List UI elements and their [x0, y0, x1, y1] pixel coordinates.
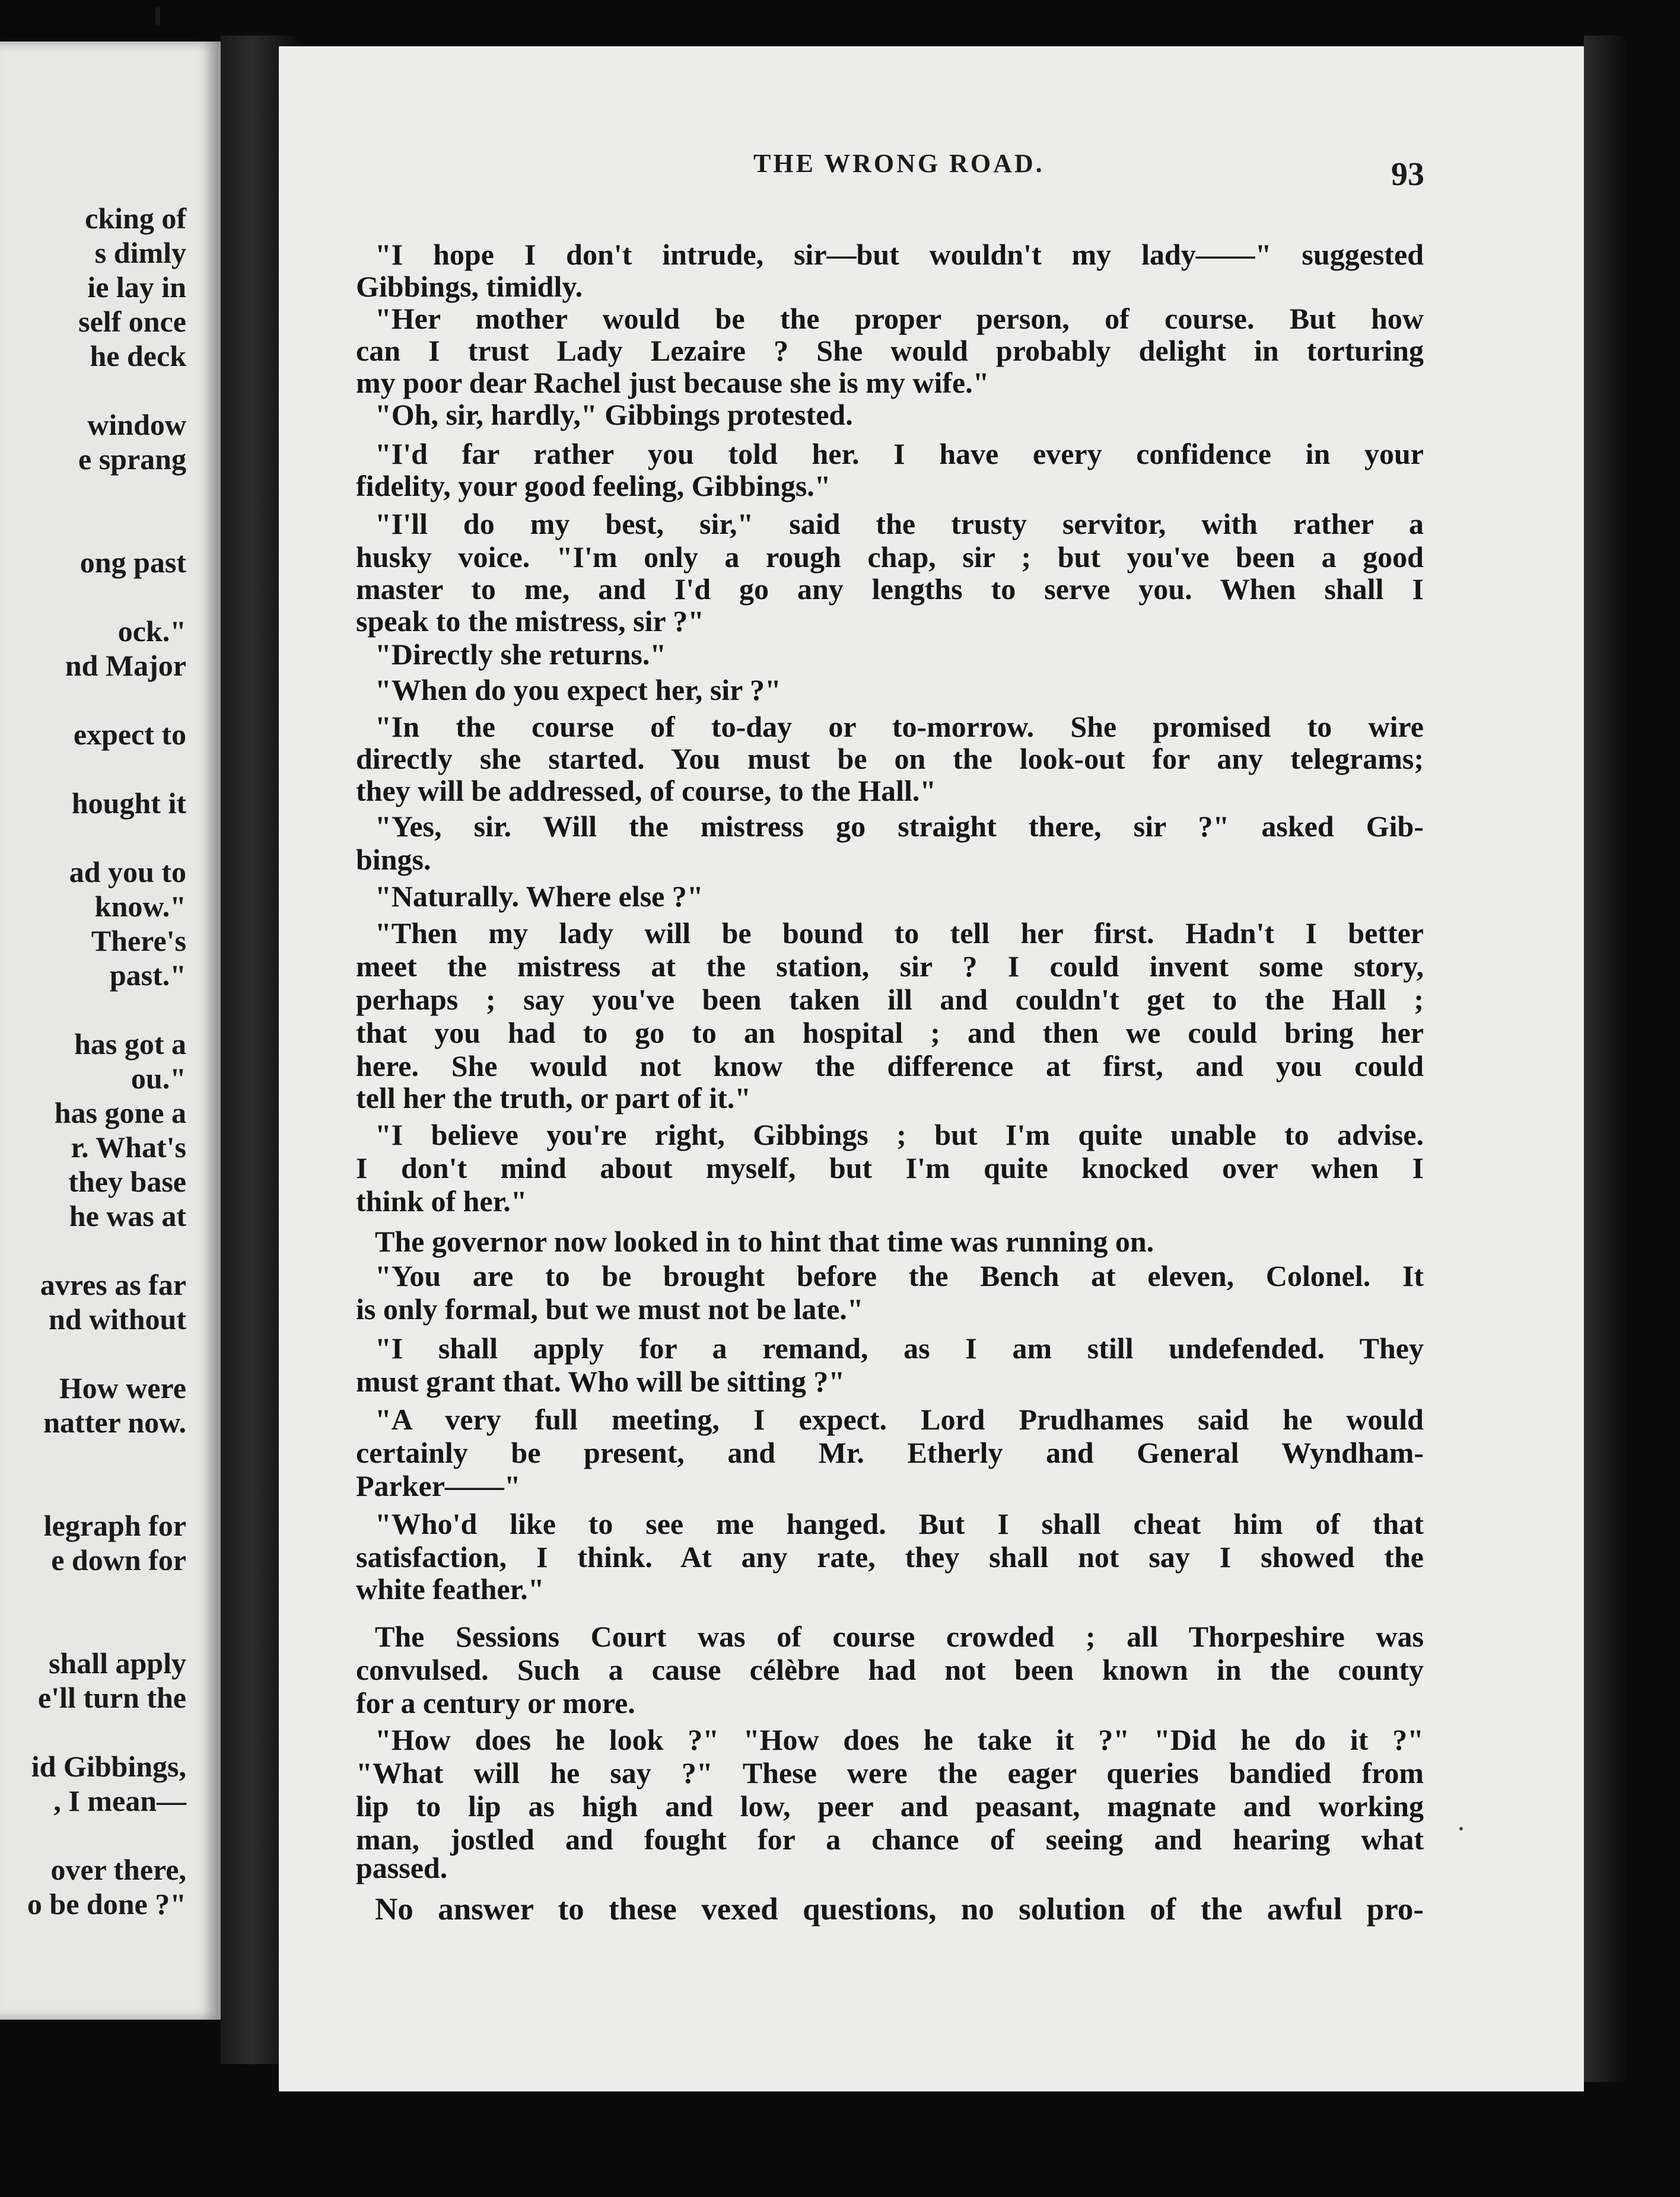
text-line: "A very full meeting, I expect. Lord Prudhames said he would	[375, 1403, 1424, 1436]
text-line: "I'll do my best, sir," said the trusty servitor, with rather a	[375, 507, 1424, 540]
text-line: think of her."	[356, 1185, 527, 1218]
text-line: "How does he look ?" "How does he take it ?" "Did he do it ?"	[375, 1723, 1424, 1756]
page-edge	[1584, 36, 1628, 2082]
text-line: my poor dear Rachel just because she is my wife."	[356, 366, 989, 399]
facing-line: ie lay in	[87, 270, 186, 304]
text-line: perhaps ; say you've been taken ill and couldn't get to the Hall ;	[356, 983, 1424, 1016]
facing-line: s dimly	[94, 236, 186, 269]
facing-line: id Gibbings,	[31, 1750, 186, 1783]
facing-line: ou."	[131, 1062, 186, 1095]
facing-line: There's	[91, 924, 186, 957]
text-line: "I believe you're right, Gibbings ; but I'm quite unable to advise.	[375, 1118, 1424, 1151]
text-line: "Naturally. Where else ?"	[375, 880, 704, 913]
page-number: 93	[1391, 156, 1424, 193]
text-line: "Directly she returns."	[375, 638, 667, 671]
running-head: THE WRONG ROAD.	[753, 149, 1045, 178]
facing-line: legraph for	[43, 1509, 186, 1542]
facing-line: know."	[94, 890, 186, 923]
text-line: fidelity, your good feeling, Gibbings."	[356, 469, 831, 502]
text-line: "Oh, sir, hardly," Gibbings protested.	[375, 398, 853, 431]
facing-line: avres as far	[40, 1268, 186, 1301]
text-line: speak to the mistress, sir ?"	[356, 604, 705, 638]
facing-line: expect to	[73, 718, 186, 751]
text-line: Parker——"	[356, 1469, 521, 1502]
text-line: Gibbings, timidly.	[356, 270, 583, 303]
text-line: that you had to go to an hospital ; and then we could bring her	[356, 1016, 1424, 1049]
facing-line: ong past	[79, 546, 186, 579]
facing-line: natter now.	[43, 1406, 186, 1439]
text-line: The governor now looked in to hint that time was running on.	[375, 1225, 1154, 1258]
scan-dot	[1459, 1827, 1463, 1830]
facing-line: they base	[68, 1165, 186, 1198]
text-line: "I hope I don't intrude, sir—but wouldn't my lady——" suggested	[375, 238, 1424, 271]
text-line: The Sessions Court was of course crowded ; all Thorpeshire was	[375, 1620, 1424, 1653]
facing-line: e down for	[51, 1543, 186, 1577]
facing-line: window	[87, 408, 186, 441]
facing-line: e'll turn the	[38, 1681, 186, 1714]
text-line: "In the course of to-day or to-morrow. She promised to wire	[375, 710, 1424, 743]
facing-line: over there,	[50, 1853, 186, 1886]
text-line: bings.	[356, 843, 431, 876]
facing-line: nd without	[48, 1303, 186, 1336]
text-line: "I shall apply for a remand, as I am still undefended. They	[375, 1332, 1424, 1365]
text-line: white feather."	[356, 1572, 545, 1606]
text-line: I don't mind about myself, but I'm quite knocked over when I	[356, 1151, 1424, 1185]
text-line: master to me, and I'd go any lengths to serve you. When shall I	[356, 572, 1424, 606]
facing-line: r. What's	[71, 1131, 186, 1164]
text-line: "When do you expect her, sir ?"	[375, 673, 781, 706]
text-line: "What will he say ?" These were the eager queries bandied from	[356, 1756, 1424, 1790]
facing-line: e sprang	[78, 442, 186, 476]
facing-line: has got a	[74, 1027, 186, 1061]
text-line: "You are to be brought before the Bench at eleven, Colonel. It	[375, 1259, 1424, 1292]
facing-line: shall apply	[48, 1647, 186, 1680]
text-line: satisfaction, I think. At any rate, they shall not say I showed the	[356, 1540, 1424, 1574]
facing-line: o be done ?"	[27, 1887, 186, 1921]
facing-line: cking of	[85, 202, 186, 235]
text-line: tell her the truth, or part of it."	[356, 1081, 752, 1115]
facing-line: ad you to	[69, 855, 186, 889]
text-line: passed.	[356, 1851, 448, 1884]
text-line: man, jostled and fought for a chance of seeing and hearing what	[356, 1823, 1424, 1856]
facing-line: self once	[78, 305, 186, 338]
facing-line: has gone a	[54, 1096, 186, 1129]
facing-line: he deck	[90, 339, 186, 372]
text-line: must grant that. Who will be sitting ?"	[356, 1365, 845, 1398]
text-line: certainly be present, and Mr. Etherly and General Wyndham-	[356, 1436, 1424, 1469]
facing-line: How were	[59, 1371, 186, 1405]
text-line: "Yes, sir. Will the mistress go straight there, sir ?" asked Gib-	[375, 810, 1424, 843]
facing-line: nd Major	[65, 649, 186, 682]
text-line: "Who'd like to see me hanged. But I shall cheat him of that	[375, 1507, 1424, 1540]
facing-line: past."	[109, 959, 186, 992]
facing-line: he was at	[69, 1199, 186, 1233]
text-line: No answer to these vexed questions, no solution of the awful pro-	[375, 1892, 1424, 1927]
scan-mark	[155, 7, 160, 25]
text-line: "Then my lady will be bound to tell her first. Hadn't I better	[375, 916, 1424, 950]
facing-line: , I mean—	[53, 1784, 186, 1817]
text-line: lip to lip as high and low, peer and peasant, magnate and working	[356, 1790, 1424, 1823]
text-line: "I'd far rather you told her. I have every confidence in your	[375, 437, 1424, 470]
text-line: convulsed. Such a cause célèbre had not been known in the county	[356, 1653, 1424, 1686]
text-line: can I trust Lady Lezaire ? She would probably delight in torturing	[356, 334, 1424, 367]
text-line: directly she started. You must be on the look-out for any telegrams;	[356, 742, 1424, 775]
text-line: "Her mother would be the proper person, of course. But how	[375, 302, 1424, 335]
text-line: husky voice. "I'm only a rough chap, sir ; but you've been a good	[356, 540, 1424, 574]
facing-line: ock."	[117, 614, 186, 648]
text-line: meet the mistress at the station, sir ? I could invent some story,	[356, 950, 1424, 983]
text-line: is only formal, but we must not be late."	[356, 1292, 864, 1326]
facing-page-fragment	[0, 42, 221, 2020]
text-line: for a century or more.	[356, 1686, 635, 1720]
text-line: they will be addressed, of course, to the Hall."	[356, 774, 937, 807]
text-line: here. She would not know the difference at first, and you could	[356, 1049, 1424, 1082]
facing-line: hought it	[71, 787, 186, 820]
